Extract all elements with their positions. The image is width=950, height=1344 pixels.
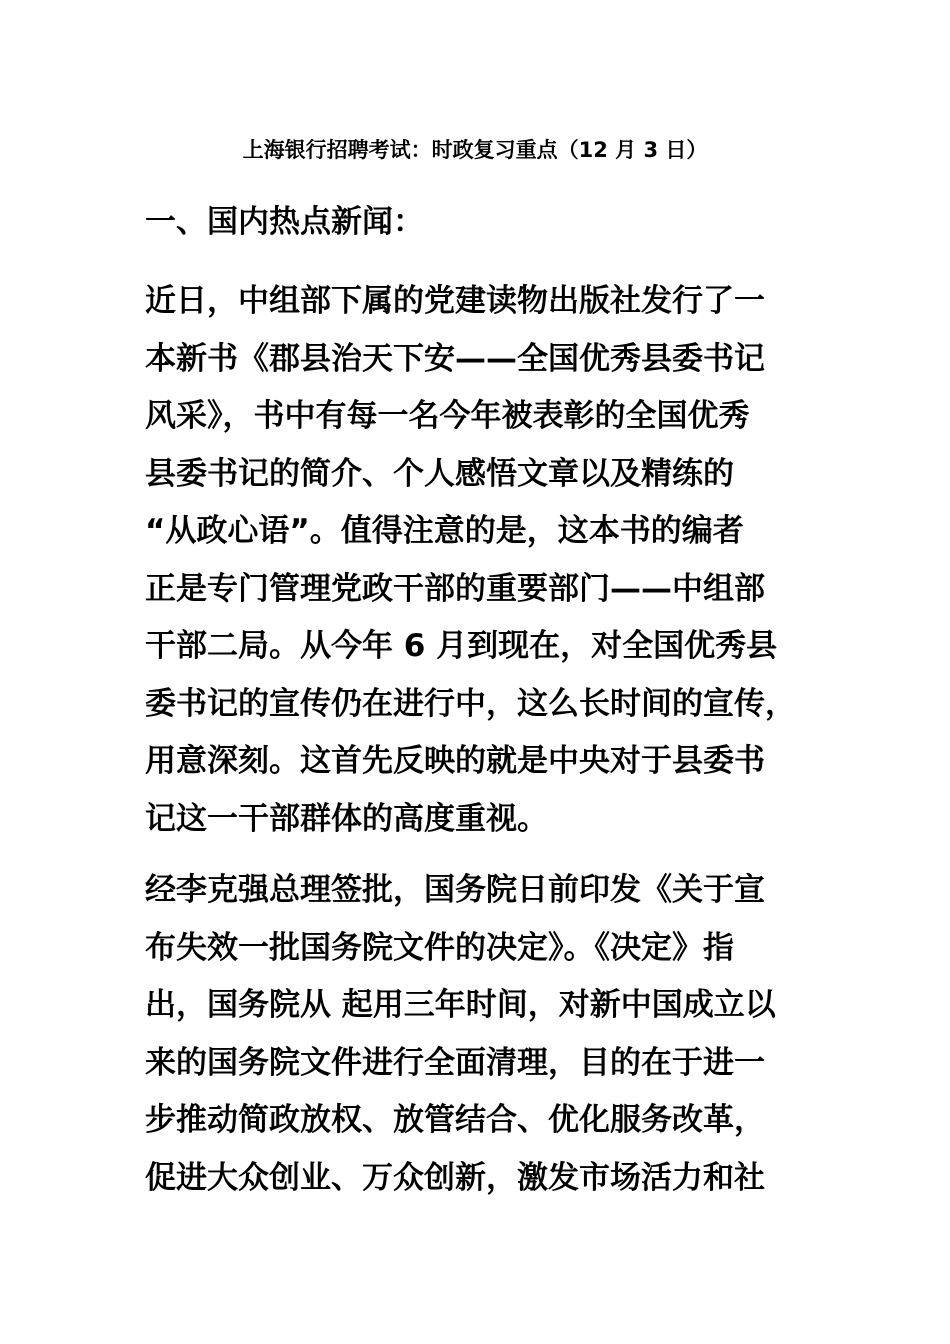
text-line: 县委书记的简介、个人感悟文章以及精练的 <box>145 455 734 492</box>
text-line: “从政心语”。值得注意的是，这本书的编者 <box>145 513 744 549</box>
document-body <box>145 196 805 1221</box>
text-line: 步推动简政放权、放管结合、优化服务改革， <box>145 1102 765 1138</box>
section-heading: 一、国内热点新闻： <box>145 204 424 240</box>
text-line: 本新书《郡县治天下安——全国优秀县委书记 <box>145 340 765 377</box>
text-line: 来的国务院文件进行全面清理，目的在于进一 <box>145 1044 765 1081</box>
text-line: 促进大众创业、万众创新，激发市场活力和社 <box>145 1159 765 1196</box>
text-line: 风采》，书中有每一名今年被表彰的全国优秀 <box>145 398 750 434</box>
text-line: 经李克强总理签批，国务院日前印发《关于宣 <box>145 872 765 908</box>
paragraph-2 <box>145 862 805 1207</box>
document-title: 上海银行招聘考试：时政复习重点（12 月 3 日） <box>242 138 708 162</box>
text-line: 记这一干部群体的高度重视。 <box>145 800 548 837</box>
text-line: 近日，中组部下属的党建读物出版社发行了一 <box>145 283 765 319</box>
text-line: 出，国务院从 起用三年时间，对新中国成立以 <box>145 987 776 1023</box>
text-line: 正是专门管理党政干部的重要部门——中组部 <box>145 570 765 607</box>
text-line: 布失效一批国务院文件的决定》。《决定》指 <box>145 929 734 966</box>
paragraph-1 <box>145 273 805 848</box>
text-line: 委书记的宣传仍在进行中，这么长时间的宣传， <box>145 685 796 722</box>
text-line: 干部二局。从今年 6 月到现在，对全国优秀县 <box>145 628 778 664</box>
text-line: 用意深刻。这首先反映的就是中央对于县委书 <box>145 743 765 779</box>
